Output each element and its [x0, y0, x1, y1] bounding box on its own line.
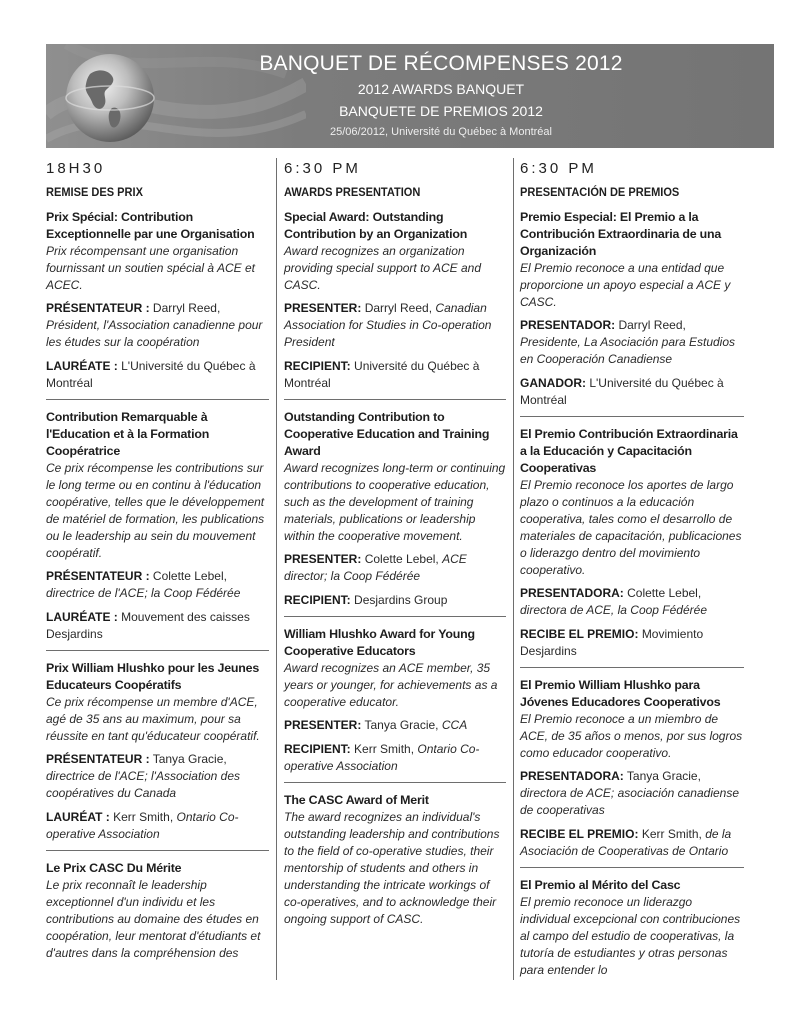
- recipient-label: LAURÉATE :: [46, 610, 118, 624]
- presenter-role: directora de ACE, la Coop Fédérée: [520, 603, 707, 617]
- recipient-name: Desjardins Group: [354, 593, 448, 607]
- recipient: [46, 358, 269, 392]
- recipient-name: L'Université du Québec à Montréal: [46, 359, 256, 390]
- recipient-organization: de la Asociación de Cooperativas de Ontario: [520, 827, 732, 858]
- award-block: [520, 677, 744, 860]
- recipient-name: Kerr Smith: [113, 810, 170, 824]
- recipient: [520, 375, 744, 409]
- separator: ,: [223, 569, 227, 583]
- separator: ,: [435, 718, 439, 732]
- presenter: [284, 300, 506, 351]
- award-name: Outstanding Contribution to Cooperative Education and Training Award: [284, 410, 490, 458]
- separator: ,: [697, 769, 701, 783]
- award-block: [46, 660, 269, 843]
- award-block: [284, 409, 506, 609]
- divider: [284, 616, 506, 617]
- separator: ,: [435, 552, 439, 566]
- presenter-role: CCA: [441, 718, 468, 732]
- presenter-label: PRÉSENTATEUR :: [46, 752, 150, 766]
- event-time: 18H30: [46, 160, 106, 177]
- recipient-label: RECIPIENT:: [284, 359, 351, 373]
- recipient-organization: Ontario Co-operative Association: [46, 810, 239, 841]
- award-name: William Hlushko Award for Young Cooperative Educators: [284, 627, 475, 658]
- award-name: Special Award: Outstanding Contribution by an Organization: [284, 210, 468, 241]
- event-time: 6:30 PM: [284, 160, 361, 177]
- separator: ,: [697, 586, 702, 600]
- award-block: [46, 409, 269, 643]
- globe-logo-icon: [60, 46, 160, 146]
- recipient: [284, 358, 506, 392]
- award-block: [520, 877, 744, 979]
- presenter-label: PRESENTADORA:: [520, 769, 624, 783]
- presenter-name: Colette Lebel: [627, 586, 698, 600]
- presenter: [284, 717, 506, 734]
- award-name: El Premio al Mérito del Casc: [520, 878, 681, 892]
- event-time: 6:30 PM: [520, 160, 597, 177]
- presenter-label: PRÉSENTATEUR :: [46, 569, 150, 583]
- recipient: [46, 609, 269, 643]
- award-block: [46, 860, 269, 962]
- award-name: Le Prix CASC Du Mérite: [46, 861, 182, 875]
- separator: ,: [410, 742, 415, 756]
- award-description: Prix récompensant une organisation fournissant un soutien spécial à ACE et ACEC.: [46, 244, 256, 292]
- recipient-name: Kerr Smith: [641, 827, 699, 841]
- award-block: [284, 792, 506, 928]
- recipient: [284, 592, 506, 609]
- recipient-label: LAURÉATE :: [46, 359, 118, 373]
- divider: [284, 782, 506, 783]
- presenter-label: PRESENTER:: [284, 718, 362, 732]
- presenter-name: Tanya Gracie: [626, 769, 698, 783]
- recipient-organization: Ontario Co-operative Association: [284, 742, 480, 773]
- award-description: Award recognizes long-term or continuing contributions to cooperative education, such as the development of training materials, publications or leadership within the cooperative movement.: [284, 461, 506, 543]
- presenter: [284, 551, 506, 585]
- divider: [284, 399, 506, 400]
- award-name: The CASC Award of Merit: [284, 793, 429, 807]
- separator: ,: [216, 301, 221, 315]
- award-name: El Premio Contribución Extraordinaria a la Educación y Capacitación Cooperativas: [520, 427, 738, 475]
- subtitle-english: 2012 AWARDS BANQUET: [357, 81, 525, 97]
- recipient-label: RECIPIENT:: [284, 593, 351, 607]
- recipient-label: RECIPIENT:: [284, 742, 351, 756]
- divider: [46, 650, 269, 651]
- recipient: [284, 741, 506, 775]
- award-block: [284, 209, 506, 392]
- recipient-name: Movimiento Desjardins: [520, 627, 704, 658]
- recipient-name: L'Université du Québec à Montréal: [520, 376, 724, 407]
- separator: ,: [682, 318, 686, 332]
- separator: ,: [428, 301, 433, 315]
- presenter: [520, 317, 744, 368]
- separator: ,: [223, 752, 227, 766]
- award-description: Ce prix récompense un membre d'ACE, agé de 35 ans au maximum, pour sa réussite en tant qu'éducateur coopératif.: [46, 695, 260, 743]
- column-divider: [513, 158, 514, 980]
- award-description: El premio reconoce un liderazgo individual excepcional con contribuciones al campo del estudio de cooperativas, la tutoría de estudiantes y otras personas para entender lo: [520, 895, 741, 977]
- presenter-role: Président, l'Association canadienne pour les études sur la coopération: [46, 318, 263, 349]
- separator: ,: [698, 827, 702, 841]
- column-divider: [276, 158, 277, 980]
- award-description: El Premio reconoce a un miembro de ACE, de 35 años o menos, por sus logros como educador cooperativo.: [520, 712, 743, 760]
- recipient: [520, 626, 744, 660]
- presenter-name: Colette Lebel: [152, 569, 224, 583]
- presenter-role: directrice de l'ACE; l'Association des coopératives du Canada: [46, 769, 240, 800]
- award-description: Award recognizes an ACE member, 35 years or younger, for achievements as a cooperative educator.: [284, 661, 498, 709]
- subtitle-spanish: BANQUETE DE PREMIOS 2012: [339, 103, 543, 119]
- presenter-label: PRESENTADORA:: [520, 586, 624, 600]
- section-title: PRESENTACIÓN DE PREMIOS: [520, 185, 680, 199]
- presenter-label: PRESENTER:: [284, 301, 362, 315]
- divider: [520, 667, 744, 668]
- award-block: [520, 426, 744, 660]
- section-title: AWARDS PRESENTATION: [284, 185, 421, 199]
- presenter: [520, 768, 744, 819]
- presenter-name: Tanya Gracie: [364, 718, 436, 732]
- recipient-name: Université du Québec à Montréal: [284, 359, 480, 390]
- spanish-column: [520, 158, 744, 980]
- award-name: El Premio William Hlushko para Jóvenes Educadores Cooperativos: [520, 678, 721, 709]
- award-block: [284, 626, 506, 775]
- french-column: [46, 158, 269, 980]
- award-description: El Premio reconoce a una entidad que proporcione un apoyo especial a ACE y CASC.: [520, 261, 731, 309]
- presenter-role: directora de ACE; asociación canadiense de cooperativas: [520, 786, 740, 817]
- presenter-label: PRESENTER:: [284, 552, 362, 566]
- presenter-name: Darryl Reed: [364, 301, 429, 315]
- presenter-label: PRÉSENTATEUR :: [46, 301, 150, 315]
- divider: [520, 867, 744, 868]
- recipient-label: RECIBE EL PREMIO:: [520, 627, 639, 641]
- recipient: [46, 809, 269, 843]
- section-title: REMISE DES PRIX: [46, 185, 143, 199]
- presenter-role: directrice de l'ACE; la Coop Fédérée: [46, 586, 241, 600]
- presenter-label: PRESENTADOR:: [520, 318, 616, 332]
- award-description: Award recognizes an organization providing special support to ACE and CASC.: [284, 244, 482, 292]
- presenter: [520, 585, 744, 619]
- presenter-role: Canadian Association for Studies in Co-operation President: [284, 301, 492, 349]
- english-column: [284, 158, 506, 980]
- presenter-name: Darryl Reed: [618, 318, 683, 332]
- award-name: Contribution Remarquable à l'Education et à la Formation Coopératrice: [46, 410, 210, 458]
- presenter: [46, 568, 269, 602]
- recipient-label: RECIBE EL PREMIO:: [520, 827, 639, 841]
- presenter-name: Darryl Reed: [152, 301, 217, 315]
- divider: [46, 399, 269, 400]
- presenter-role: ACE director; la Coop Fédérée: [284, 552, 467, 583]
- presenter: [46, 751, 269, 802]
- recipient-label: LAURÉAT :: [46, 810, 110, 824]
- date-location: 25/06/2012, Université du Québec à Montréal: [330, 126, 552, 138]
- award-description: Le prix reconnaît le leadership exceptionnel d'un individu et les contributions au domaine des études en coopération, leur mentorat d'étudiants et d'autres dans la compréhension des: [46, 878, 261, 960]
- recipient-name: Mouvement des caisses Desjardins: [46, 610, 250, 641]
- presenter: [46, 300, 269, 351]
- award-block: [46, 209, 269, 392]
- award-name: Prix William Hlushko pour les Jeunes Educateurs Coopératifs: [46, 661, 260, 692]
- recipient-name: Kerr Smith: [354, 742, 411, 756]
- presenter-role: Presidente, La Asociación para Estudios en Cooperación Canadiense: [520, 335, 736, 366]
- award-name: Premio Especial: El Premio a la Contribución Extraordinaria de una Organización: [520, 210, 722, 258]
- award-name: Prix Spécial: Contribution Exceptionnelle par une Organisation: [46, 210, 255, 241]
- presenter-name: Colette Lebel: [364, 552, 436, 566]
- presenter-name: Tanya Gracie: [152, 752, 224, 766]
- recipient-label: GANADOR:: [520, 376, 586, 390]
- award-description: Ce prix récompense les contributions sur le long terme ou en continu à l'éducation coopérative, telles que le développement de matériel de formation, les publications ou le leadership au sein du mouvement coopératif.: [46, 461, 265, 560]
- header-banner: [46, 44, 774, 148]
- recipient: [520, 826, 744, 860]
- award-block: [520, 209, 744, 409]
- award-description: The award recognizes an individual's outstanding leadership and contributions to the field of co-operative studies, their mentorship of students and others in understanding the intricate workings of co-operatives, and to acknowledge their ongoing support of CASC.: [284, 810, 500, 926]
- divider: [46, 850, 269, 851]
- award-description: El Premio reconoce los aportes de largo plazo o continuos a la educación cooperativa, tales como el desarrollo de materiales de capacitación, publicaciones o liderazgo dentro del movimiento cooperativo.: [520, 478, 742, 577]
- banquet-title: BANQUET DE RÉCOMPENSES 2012: [259, 52, 623, 75]
- separator: ,: [169, 810, 174, 824]
- divider: [520, 416, 744, 417]
